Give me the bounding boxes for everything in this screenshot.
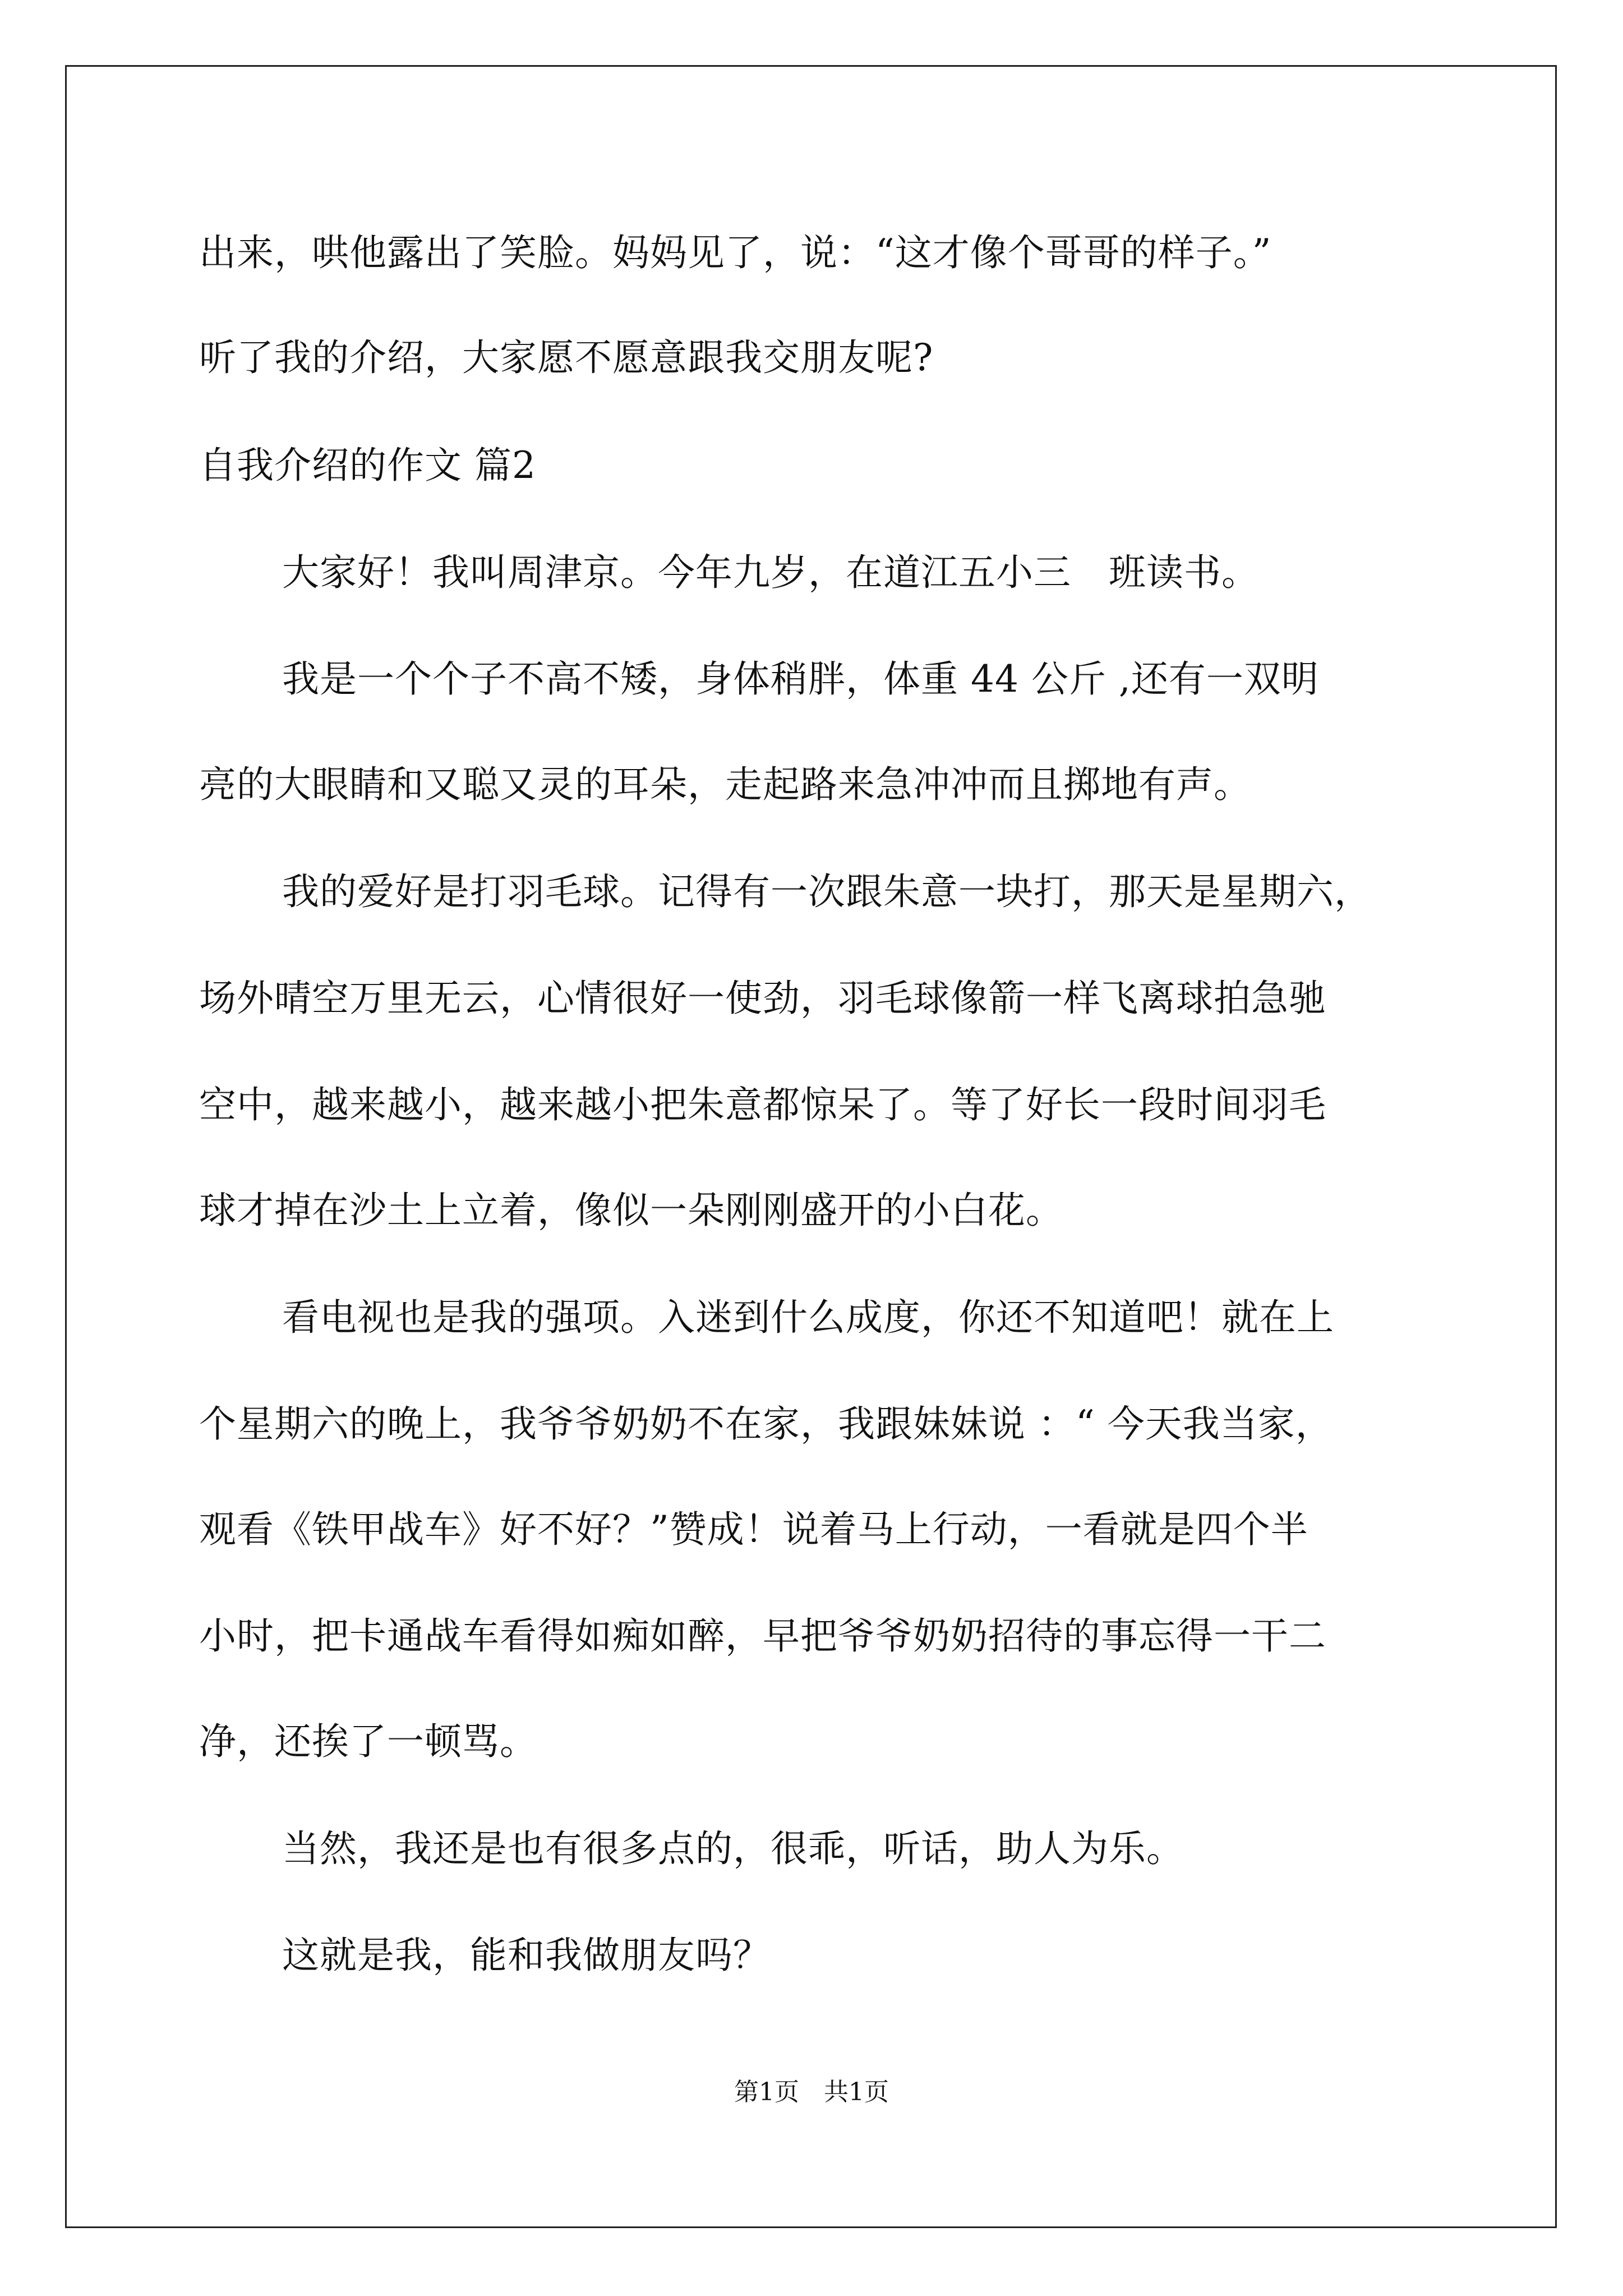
text-line: 我是一个个子不高不矮，身体稍胖，体重 44 公斤 ,还有一双明 <box>282 657 1319 701</box>
text-line: 亮的大眼睛和又聪又灵的耳朵，走起路来急冲冲而且掷地有声。 <box>199 763 1251 806</box>
section-heading: 自我介绍的作文 篇2 <box>199 444 536 487</box>
text-line: 我的爱好是打羽毛球。记得有一次跟朱意一块打，那天是星期六， <box>282 870 1372 913</box>
text-line: 场外晴空万里无云，心情很好一使劲，羽毛球像箭一样飞离球拍急驰 <box>199 977 1326 1020</box>
text-line: 小时，把卡通战车看得如痴如醉，早把爷爷奶奶招待的事忘得一干二 <box>199 1614 1326 1658</box>
text-line: 大家好！我叫周津京。今年九岁，在道江五小三 班读书。 <box>282 551 1259 594</box>
text-line: 观看《铁甲战车》好不好？”赞成！说着马上行动，一看就是四个半 <box>199 1508 1308 1551</box>
text-line: 空中，越来越小，越来越小把朱意都惊呆了。等了好长一段时间羽毛 <box>199 1083 1326 1126</box>
text-line: 净，还挨了一顿骂。 <box>199 1720 537 1763</box>
text-line: 这就是我，能和我做朋友吗？ <box>282 1934 771 1977</box>
text-line: 个星期六的晚上，我爷爷奶奶不在家，我跟妹妹说 ：“ 今天我当家， <box>199 1402 1333 1446</box>
text-line: 听了我的介绍，大家愿不愿意跟我交朋友呢? <box>199 336 934 379</box>
text-line: 球才掉在沙土上立着，像似一朵刚刚盛开的小白花。 <box>199 1189 1063 1232</box>
text-line: 当然，我还是也有很多点的，很乖，听话，助人为乐。 <box>282 1827 1184 1870</box>
page-footer: 第1页 共1页 <box>734 2078 889 2106</box>
page-border <box>65 65 1557 2228</box>
text-line: 看电视也是我的强项。入迷到什么成度，你还不知道吧！就在上 <box>282 1296 1334 1339</box>
text-line: 出来，哄他露出了笑脸。妈妈见了，说：“这才像个哥哥的样子。” <box>199 231 1272 274</box>
